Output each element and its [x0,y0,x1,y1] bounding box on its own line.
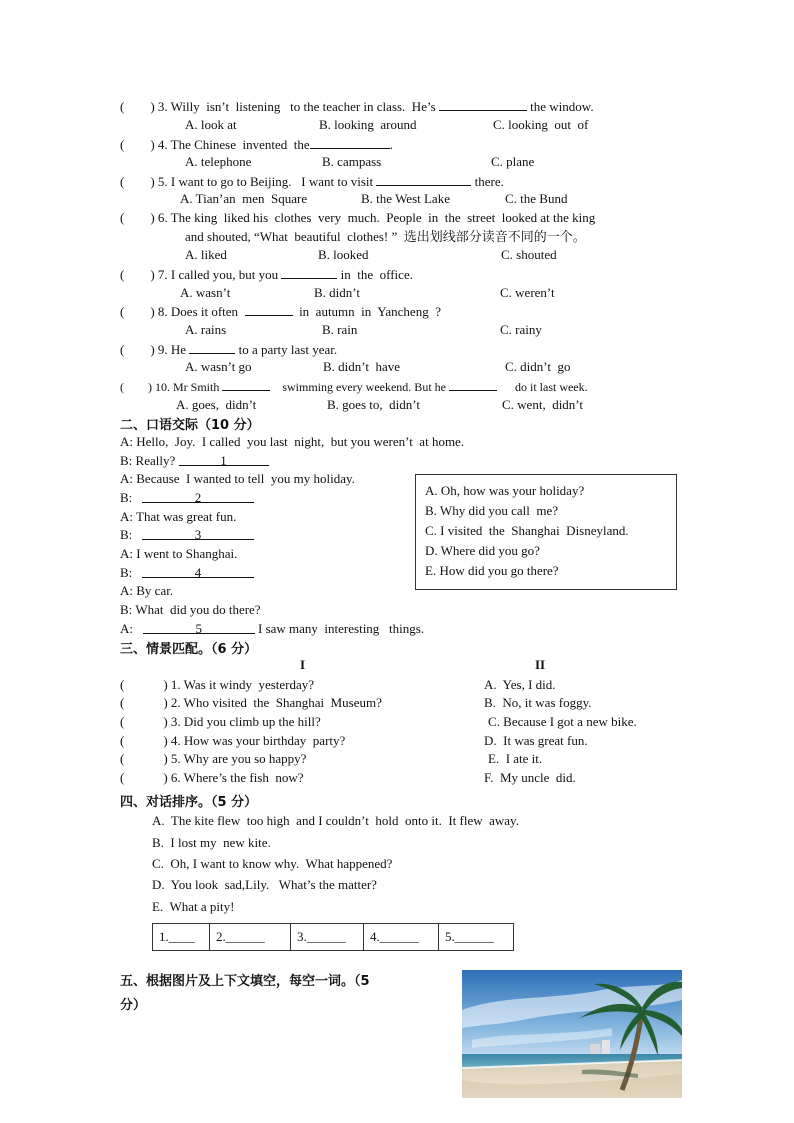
q7-option-c: C. weren’t [500,285,555,300]
dialogue-line: A: Because I wanted to tell you my holiday. [120,471,355,486]
dialogue-blank-3[interactable]: 3 [142,527,254,540]
order-slot-4[interactable]: 4.______ [364,924,439,951]
q3-option-a: A. look at [185,117,237,132]
dialogue-blank-5[interactable]: 5 [143,621,255,634]
matching-item[interactable]: ( ) 6. Where’s the fish now? [120,770,304,785]
dialogue-blank-4[interactable]: 4 [142,565,254,578]
order-slot-2[interactable]: 2.______ [210,924,291,951]
dialogue-line: B: What did you do there? [120,602,261,617]
response-option: A. Yes, I did. [484,677,556,692]
response-option: F. My uncle did. [484,770,576,785]
question-7: ( ) 7. I called you, but you in the office. [120,267,413,282]
answer-blank[interactable] [245,303,293,316]
dialogue-line: B: Really? 1 [120,453,269,469]
question-5: ( ) 5. I want to go to Beijing. I want to visit there. [120,174,504,189]
beach-palm-tree-photo [462,970,682,1098]
answer-blank[interactable] [281,266,337,279]
q3-option-c: C. looking out of [493,117,589,132]
answer-blank[interactable] [449,378,497,391]
choice-e: E. How did you go there? [425,563,559,578]
answer-blank[interactable] [376,173,471,186]
ordering-sentence: D. You look sad,Lily. What’s the matter? [152,877,377,892]
matching-item[interactable]: ( ) 5. Why are you so happy? [120,751,307,766]
choice-c: C. I visited the Shanghai Disneyland. [425,523,629,538]
q10-option-b: B. goes to, didn’t [327,397,420,412]
dialogue-line: A: By car. [120,583,174,598]
dialogue-line: B: 2 [120,490,254,506]
answer-blank[interactable] [310,136,390,149]
q7-option-b: B. didn’t [314,285,360,300]
matching-item[interactable]: ( ) 4. How was your birthday party? [120,733,346,748]
q6-option-c: C. shouted [501,247,557,262]
question-6: ( ) 6. The king liked his clothes very much. People in the street looked at the king [120,210,596,225]
section-3-heading: 三、情景匹配。（6 分） [120,642,258,657]
q10-option-a: A. goes, didn’t [176,397,257,412]
answer-blank[interactable] [439,98,527,111]
q7-option-a: A. wasn’t [180,285,231,300]
ordering-sentence: B. I lost my new kite. [152,835,271,850]
section-2-heading: 二、口语交际（10 分） [120,418,260,433]
dialogue-blank-1[interactable]: 1 [179,453,269,466]
matching-item[interactable]: ( ) 3. Did you climb up the hill? [120,714,321,729]
ordering-answer-table [152,923,514,951]
order-slot-1[interactable]: 1.____ [153,924,210,951]
dialogue-blank-2[interactable]: 2 [142,490,254,503]
response-option: B. No, it was foggy. [484,695,592,710]
q5-option-b: B. the West Lake [361,191,450,206]
q9-option-c: C. didn’t go [505,359,571,374]
choice-d: D. Where did you go? [425,543,540,558]
ordering-sentence: C. Oh, I want to know why. What happened? [152,856,393,871]
q9-option-a: A. wasn’t go [185,359,252,374]
dialogue-line: A: Hello, Joy. I called you last night, but you weren’t at home. [120,434,465,449]
answer-blank[interactable] [222,378,270,391]
dialogue-line: A: That was great fun. [120,509,237,524]
question-4: ( ) 4. The Chinese invented the . [120,137,393,152]
question-9: ( ) 9. He to a party last year. [120,342,338,357]
response-option: E. I ate it. [488,751,543,766]
dialogue-line: A: I went to Shanghai. [120,546,238,561]
q5-option-a: A. Tian’an men Square [180,191,308,206]
q6-option-a: A. liked [185,247,227,262]
question-3: ( ) 3. Willy isn’t listening to the teacher in class. He’s the window. [120,99,594,114]
q9-option-b: B. didn’t have [323,359,401,374]
dialogue-line: B: 4 [120,565,254,581]
q10-option-c: C. went, didn’t [502,397,584,412]
matching-item[interactable]: ( ) 1. Was it windy yesterday? [120,677,315,692]
response-option: D. It was great fun. [484,733,588,748]
answer-blank[interactable] [189,341,235,354]
dialogue-line: B: 3 [120,527,254,543]
q4-option-a: A. telephone [185,154,252,169]
order-slot-3[interactable]: 3.______ [291,924,364,951]
choice-a: A. Oh, how was your holiday? [425,483,585,498]
beach-scene-illustration [462,970,682,1098]
q8-option-a: A. rains [185,322,227,337]
question-6-line2: and shouted, “What beautiful clothes! ” 选出划线部分读音不同的一个。 [185,229,586,244]
dialogue-choices-box [415,474,677,590]
q8-option-c: C. rainy [500,322,542,337]
q3-option-b: B. looking around [319,117,417,132]
section-5-heading-cont: 分） [120,998,147,1013]
section-5-heading: 五、根据图片及上下文填空，每空一词。（5 [120,974,370,989]
column-2-label: II [535,657,546,672]
column-1-label: I [300,657,306,672]
matching-item[interactable]: ( ) 2. Who visited the Shanghai Museum? [120,695,382,710]
question-10: ( ) 10. Mr Smith swimming every weekend. But he do it last week. [120,380,588,394]
q5-option-c: C. the Bund [505,191,568,206]
question-8: ( ) 8. Does it often in autumn in Yancheng ? [120,304,441,319]
q8-option-b: B. rain [322,322,358,337]
response-option: C. Because I got a new bike. [488,714,637,729]
q4-option-b: B. campass [322,154,382,169]
ordering-sentence: A. The kite flew too high and I couldn’t hold onto it. It flew away. [152,813,519,828]
order-slot-5[interactable]: 5.______ [439,924,514,951]
ordering-sentence: E. What a pity! [152,899,235,914]
q4-option-c: C. plane [491,154,535,169]
q6-option-b: B. looked [318,247,369,262]
choice-b: B. Why did you call me? [425,503,558,518]
dialogue-line: A: 5 I saw many interesting things. [120,621,425,636]
section-4-heading: 四、对话排序。（5 分） [120,795,258,810]
